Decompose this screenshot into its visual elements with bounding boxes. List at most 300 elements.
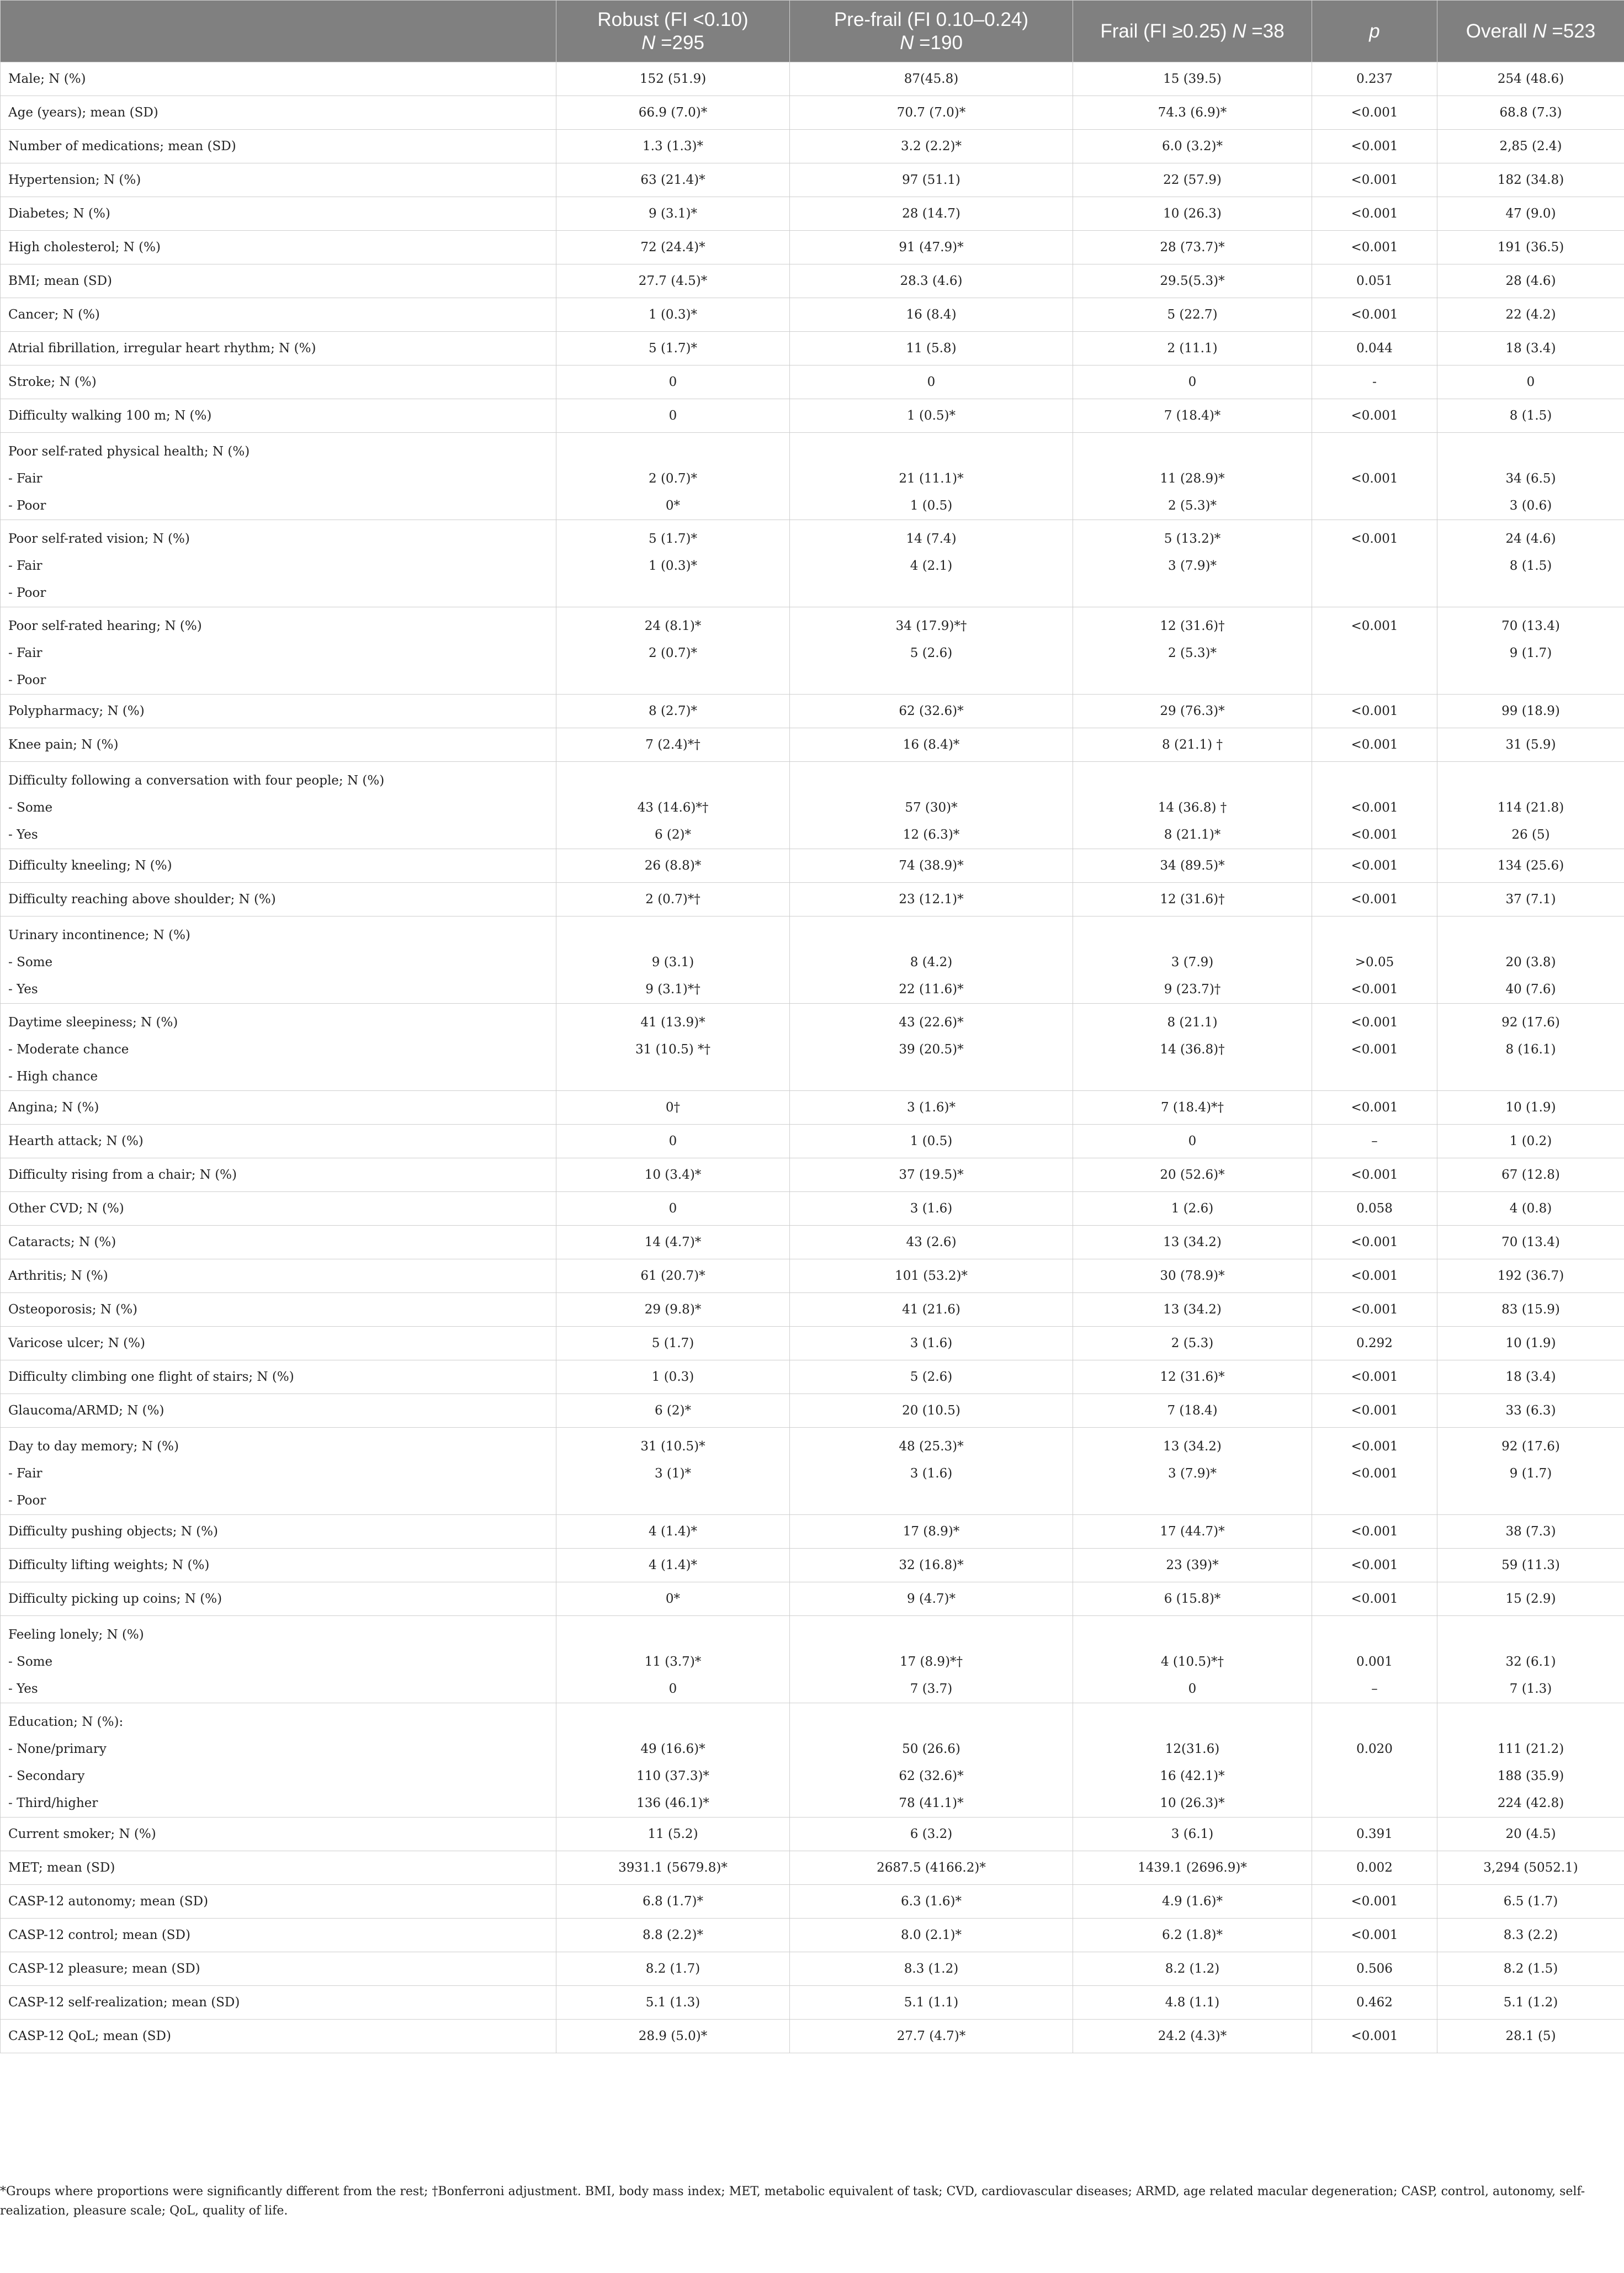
table-row xyxy=(1,762,1624,849)
cell-p-value: <0.001 xyxy=(1312,1158,1437,1192)
cell-overall: 254 (48.6) xyxy=(1437,62,1624,96)
row-sublabel: - Fair xyxy=(8,471,43,486)
cell-line: 49 (16.6)* xyxy=(640,1742,705,1756)
table-row xyxy=(1,1394,1624,1428)
cell-line: 12 (6.3)* xyxy=(903,828,960,842)
cell-prefrail: 9 (4.7)* xyxy=(790,1582,1073,1616)
table-row xyxy=(1,1259,1624,1293)
cell-frail: 1 (2.6) xyxy=(1073,1192,1312,1226)
table-row xyxy=(1,1703,1624,1818)
cell-frail: 34 (89.5)* xyxy=(1073,849,1312,883)
cell-line: 110 (37.3)* xyxy=(636,1769,709,1783)
table-row xyxy=(1,1327,1624,1360)
cell-overall: 192 (36.7) xyxy=(1437,1259,1624,1293)
cell-overall xyxy=(1437,762,1624,849)
cell-line: <0.001 xyxy=(1351,1015,1398,1030)
cell-variable: Male; N (%) xyxy=(1,62,556,96)
cell-frail: 29 (76.3)* xyxy=(1073,695,1312,728)
cell-line: 11 (3.7)* xyxy=(644,1655,702,1669)
cell-frail: 22 (57.9) xyxy=(1073,163,1312,197)
cell-p-value xyxy=(1312,1428,1437,1515)
cell-overall: 191 (36.5) xyxy=(1437,231,1624,264)
cell-prefrail: 23 (12.1)* xyxy=(790,883,1073,916)
table-row xyxy=(1,607,1624,695)
cell-line: 4 (2.1) xyxy=(910,559,953,573)
cell-line: 0* xyxy=(665,499,681,513)
row-label: Day to day memory; N (%) xyxy=(8,1439,179,1454)
cell-line: 188 (35.9) xyxy=(1497,1769,1564,1783)
cell-variable: Osteoporosis; N (%) xyxy=(1,1293,556,1327)
cell-p-value: 0.237 xyxy=(1312,62,1437,96)
cell-p-value: <0.001 xyxy=(1312,298,1437,332)
cell-line: 12(31.6) xyxy=(1165,1742,1220,1756)
cell-line: 92 (17.6) xyxy=(1501,1015,1560,1030)
cell-variable: Difficulty walking 100 m; N (%) xyxy=(1,399,556,433)
row-label: Poor self-rated vision; N (%) xyxy=(8,532,190,546)
row-sublabel: - Poor xyxy=(8,499,46,513)
cell-variable: Glaucoma/ARMD; N (%) xyxy=(1,1394,556,1428)
table-row xyxy=(1,849,1624,883)
cell-p-value: 0.391 xyxy=(1312,1818,1437,1851)
cell-line: 9 (1.7) xyxy=(1509,1466,1552,1481)
cell-p-value: <0.001 xyxy=(1312,1885,1437,1919)
cell-prefrail: 101 (53.2)* xyxy=(790,1259,1073,1293)
cell-p-value: <0.001 xyxy=(1312,1919,1437,1952)
cell-prefrail: 1 (0.5)* xyxy=(790,399,1073,433)
cell-line: 3 (1.6) xyxy=(910,1466,953,1481)
cell-overall: 10 (1.9) xyxy=(1437,1091,1624,1125)
cell-prefrail: 37 (19.5)* xyxy=(790,1158,1073,1192)
cell-line xyxy=(564,1063,782,1090)
cell-variable: Difficulty lifting weights; N (%) xyxy=(1,1549,556,1582)
cell-line: 3 (7.9) xyxy=(1171,955,1214,969)
cell-variable: CASP-12 autonomy; mean (SD) xyxy=(1,1885,556,1919)
cell-robust xyxy=(556,520,790,607)
cell-line xyxy=(564,580,782,607)
cell-line: 224 (42.8) xyxy=(1497,1796,1564,1810)
cell-frail: 28 (73.7)* xyxy=(1073,231,1312,264)
cell-line xyxy=(1320,1790,1429,1817)
cell-line xyxy=(1320,922,1429,949)
row-label: Education; N (%): xyxy=(8,1715,124,1729)
cell-line: >0.05 xyxy=(1355,955,1394,969)
cell-p-value xyxy=(1312,607,1437,695)
table-row xyxy=(1,1428,1624,1515)
cell-line: 92 (17.6) xyxy=(1501,1439,1560,1454)
cell-prefrail: 3 (1.6)* xyxy=(790,1091,1073,1125)
cell-frail xyxy=(1073,762,1312,849)
cell-line: 40 (7.6) xyxy=(1505,982,1556,997)
table-row xyxy=(1,1091,1624,1125)
cell-prefrail: 3 (1.6) xyxy=(790,1192,1073,1226)
table-row xyxy=(1,399,1624,433)
cell-line xyxy=(564,1709,782,1736)
cell-frail: 7 (18.4)*† xyxy=(1073,1091,1312,1125)
cell-p-value: – xyxy=(1312,1125,1437,1158)
table-row xyxy=(1,1192,1624,1226)
cell-prefrail: 43 (2.6) xyxy=(790,1226,1073,1259)
cell-line xyxy=(1445,580,1616,607)
cell-overall: 2,85 (2.4) xyxy=(1437,130,1624,163)
cell-variable: Atrial fibrillation, irregular heart rhythm; N (%) xyxy=(1,332,556,365)
cell-robust: 8.8 (2.2)* xyxy=(556,1919,790,1952)
cell-p-value: <0.001 xyxy=(1312,883,1437,916)
cell-line xyxy=(1320,1763,1429,1790)
cell-line: <0.001 xyxy=(1351,982,1398,997)
cell-robust: 8 (2.7)* xyxy=(556,695,790,728)
cell-line xyxy=(798,922,1065,949)
cell-prefrail: 6.3 (1.6)* xyxy=(790,1885,1073,1919)
cell-line xyxy=(1445,1487,1616,1514)
cell-variable: Difficulty reaching above shoulder; N (%) xyxy=(1,883,556,916)
cell-p-value: <0.001 xyxy=(1312,197,1437,231)
cell-variable xyxy=(1,1616,556,1703)
cell-line: 0.001 xyxy=(1356,1655,1393,1669)
cell-line xyxy=(1081,580,1304,607)
cell-variable: Knee pain; N (%) xyxy=(1,728,556,762)
cell-robust: 6 (2)* xyxy=(556,1394,790,1428)
cell-overall: 47 (9.0) xyxy=(1437,197,1624,231)
cell-line xyxy=(798,580,1065,607)
cell-line: 48 (25.3)* xyxy=(899,1439,964,1454)
cell-line xyxy=(564,438,782,465)
cell-line: 2 (5.3)* xyxy=(1168,646,1217,660)
table-row xyxy=(1,433,1624,520)
cell-variable: Difficulty rising from a chair; N (%) xyxy=(1,1158,556,1192)
cell-overall xyxy=(1437,1616,1624,1703)
cell-line xyxy=(1081,667,1304,694)
cell-p-value xyxy=(1312,433,1437,520)
table-row xyxy=(1,332,1624,365)
cell-line: <0.001 xyxy=(1351,1042,1398,1057)
table-row xyxy=(1,1515,1624,1549)
cell-line: 24 (4.6) xyxy=(1505,532,1556,546)
cell-overall: 8.3 (2.2) xyxy=(1437,1919,1624,1952)
cell-line: 0.020 xyxy=(1356,1742,1393,1756)
header-prefrail: Pre-frail (FI 0.10–0.24) N =190 xyxy=(790,1,1073,62)
table-row xyxy=(1,130,1624,163)
cell-overall: 28.1 (5) xyxy=(1437,2020,1624,2053)
cell-robust: 28.9 (5.0)* xyxy=(556,2020,790,2053)
cell-line: 34 (6.5) xyxy=(1505,471,1556,486)
cell-prefrail xyxy=(790,1428,1073,1515)
table-row xyxy=(1,1919,1624,1952)
cell-variable: CASP-12 QoL; mean (SD) xyxy=(1,2020,556,2053)
cell-robust: 7 (2.4)*† xyxy=(556,728,790,762)
cell-frail: 74.3 (6.9)* xyxy=(1073,96,1312,130)
cell-robust: 66.9 (7.0)* xyxy=(556,96,790,130)
cell-line: 2 (0.7)* xyxy=(649,471,697,486)
cell-overall: 0 xyxy=(1437,365,1624,399)
row-sublabel: - Yes xyxy=(8,982,38,997)
cell-line: <0.001 xyxy=(1351,801,1398,815)
cell-line: <0.001 xyxy=(1351,471,1398,486)
cell-robust: 5 (1.7)* xyxy=(556,332,790,365)
cell-frail xyxy=(1073,607,1312,695)
cell-variable: Stroke; N (%) xyxy=(1,365,556,399)
row-sublabel: - Secondary xyxy=(8,1769,85,1783)
cell-frail: 23 (39)* xyxy=(1073,1549,1312,1582)
cell-frail: 13 (34.2) xyxy=(1073,1293,1312,1327)
table-footnote: *Groups where proportions were significantly different from the rest; †Bonferroni adjustment. BMI, body mass index; MET, metabolic equivalent of task; CVD, cardiovascular diseases; ARMD, age related macular degeneration; CASP, control, autonomy, self-realization, pleasure scale; QoL, quality of life. xyxy=(0,2185,1585,2218)
cell-line: 8 (1.5) xyxy=(1509,559,1552,573)
table-row xyxy=(1,1986,1624,2020)
cell-variable: Difficulty pushing objects; N (%) xyxy=(1,1515,556,1549)
cell-robust xyxy=(556,607,790,695)
cell-overall: 31 (5.9) xyxy=(1437,728,1624,762)
cell-overall xyxy=(1437,433,1624,520)
cell-variable: Diabetes; N (%) xyxy=(1,197,556,231)
cell-prefrail: 8.0 (2.1)* xyxy=(790,1919,1073,1952)
table-row xyxy=(1,1616,1624,1703)
cell-line xyxy=(1320,1487,1429,1514)
cell-line: 8 (21.1) xyxy=(1167,1015,1218,1030)
cell-line: 3 (7.9)* xyxy=(1168,1466,1217,1481)
row-label: Poor self-rated hearing; N (%) xyxy=(8,619,202,633)
cell-line: 20 (3.8) xyxy=(1505,955,1556,969)
cell-line xyxy=(564,1622,782,1649)
cell-line xyxy=(1081,1622,1304,1649)
cell-prefrail xyxy=(790,433,1073,520)
cell-variable: Cataracts; N (%) xyxy=(1,1226,556,1259)
cell-p-value xyxy=(1312,762,1437,849)
cell-line: 3 (7.9)* xyxy=(1168,559,1217,573)
cell-p-value xyxy=(1312,1616,1437,1703)
cell-variable: CASP-12 pleasure; mean (SD) xyxy=(1,1952,556,1986)
cell-line xyxy=(798,1709,1065,1736)
cell-prefrail: 5.1 (1.1) xyxy=(790,1986,1073,2020)
cell-p-value: <0.001 xyxy=(1312,1515,1437,1549)
cell-p-value: 0.292 xyxy=(1312,1327,1437,1360)
cell-line: 24 (8.1)* xyxy=(644,619,702,633)
cell-variable xyxy=(1,1004,556,1091)
cell-p-value: <0.001 xyxy=(1312,2020,1437,2053)
cell-line: 34 (17.9)*† xyxy=(895,619,967,633)
cell-variable: Other CVD; N (%) xyxy=(1,1192,556,1226)
cell-variable: Number of medications; mean (SD) xyxy=(1,130,556,163)
cell-prefrail: 6 (3.2) xyxy=(790,1818,1073,1851)
cell-line: 9 (3.1)*† xyxy=(645,982,700,997)
cell-variable: High cholesterol; N (%) xyxy=(1,231,556,264)
cell-frail: 1439.1 (2696.9)* xyxy=(1073,1851,1312,1885)
cell-line xyxy=(1320,438,1429,465)
cell-line: <0.001 xyxy=(1351,828,1398,842)
cell-frail: 8.2 (1.2) xyxy=(1073,1952,1312,1986)
cell-line: 8 (21.1)* xyxy=(1164,828,1221,842)
cell-p-value: 0.051 xyxy=(1312,264,1437,298)
table-row xyxy=(1,1549,1624,1582)
cell-line xyxy=(1320,1063,1429,1090)
table-row xyxy=(1,1360,1624,1394)
table-row xyxy=(1,231,1624,264)
table-row xyxy=(1,916,1624,1004)
cell-p-value: 0.506 xyxy=(1312,1952,1437,1986)
cell-line: 13 (34.2) xyxy=(1163,1439,1222,1454)
cell-overall: 83 (15.9) xyxy=(1437,1293,1624,1327)
cell-robust xyxy=(556,762,790,849)
cell-variable xyxy=(1,433,556,520)
cell-overall xyxy=(1437,520,1624,607)
cell-variable: Difficulty picking up coins; N (%) xyxy=(1,1582,556,1616)
row-sublabel: - Poor xyxy=(8,1493,46,1508)
cell-line: 22 (11.6)* xyxy=(899,982,964,997)
cell-line: 78 (41.1)* xyxy=(899,1796,964,1810)
cell-overall: 134 (25.6) xyxy=(1437,849,1624,883)
cell-overall: 5.1 (1.2) xyxy=(1437,1986,1624,2020)
cell-p-value: <0.001 xyxy=(1312,96,1437,130)
cell-prefrail: 87(45.8) xyxy=(790,62,1073,96)
cell-prefrail: 16 (8.4) xyxy=(790,298,1073,332)
cell-variable: CASP-12 self-realization; mean (SD) xyxy=(1,1986,556,2020)
cell-variable xyxy=(1,762,556,849)
cell-variable: BMI; mean (SD) xyxy=(1,264,556,298)
cell-p-value: <0.001 xyxy=(1312,728,1437,762)
cell-robust xyxy=(556,1616,790,1703)
cell-line: – xyxy=(1371,1682,1378,1696)
cell-robust: 26 (8.8)* xyxy=(556,849,790,883)
cell-line xyxy=(1320,640,1429,667)
cell-robust: 8.2 (1.7) xyxy=(556,1952,790,1986)
table-row xyxy=(1,1226,1624,1259)
cell-robust: 61 (20.7)* xyxy=(556,1259,790,1293)
cell-prefrail: 20 (10.5) xyxy=(790,1394,1073,1428)
cell-frail: 4.8 (1.1) xyxy=(1073,1986,1312,2020)
cell-frail xyxy=(1073,916,1312,1004)
table-body xyxy=(1,62,1624,2053)
cell-p-value: <0.001 xyxy=(1312,1293,1437,1327)
cell-line: 32 (6.1) xyxy=(1505,1655,1556,1669)
table-row xyxy=(1,1158,1624,1192)
cell-line: 10 (26.3)* xyxy=(1160,1796,1225,1810)
row-label: Feeling lonely; N (%) xyxy=(8,1628,144,1642)
cell-overall: 8 (1.5) xyxy=(1437,399,1624,433)
cell-overall: 99 (18.9) xyxy=(1437,695,1624,728)
cell-frail: 0 xyxy=(1073,1125,1312,1158)
cell-line: 0 xyxy=(668,1682,677,1696)
cell-p-value: <0.001 xyxy=(1312,163,1437,197)
cell-line: 26 (5) xyxy=(1511,828,1550,842)
cell-prefrail: 3.2 (2.2)* xyxy=(790,130,1073,163)
cell-line: 14 (7.4) xyxy=(906,532,957,546)
cell-variable xyxy=(1,1703,556,1818)
cell-line xyxy=(1320,767,1429,794)
cell-overall: 18 (3.4) xyxy=(1437,332,1624,365)
cell-p-value: - xyxy=(1312,365,1437,399)
cell-p-value: <0.001 xyxy=(1312,695,1437,728)
cell-line: 12 (31.6)† xyxy=(1160,619,1225,633)
row-sublabel: - Fair xyxy=(8,1466,43,1481)
cell-line: 17 (8.9)*† xyxy=(899,1655,963,1669)
table-row xyxy=(1,163,1624,197)
cell-p-value: <0.001 xyxy=(1312,1549,1437,1582)
cell-overall: 67 (12.8) xyxy=(1437,1158,1624,1192)
cell-line: 62 (32.6)* xyxy=(899,1769,964,1783)
cell-p-value: 0.462 xyxy=(1312,1986,1437,2020)
cell-line xyxy=(564,667,782,694)
cell-frail: 17 (44.7)* xyxy=(1073,1515,1312,1549)
cell-overall: 38 (7.3) xyxy=(1437,1515,1624,1549)
cell-prefrail xyxy=(790,762,1073,849)
cell-frail: 5 (22.7) xyxy=(1073,298,1312,332)
table-row xyxy=(1,883,1624,916)
cell-robust: 3931.1 (5679.8)* xyxy=(556,1851,790,1885)
cell-p-value: 0.044 xyxy=(1312,332,1437,365)
cell-line xyxy=(1320,1622,1429,1649)
cell-overall: 37 (7.1) xyxy=(1437,883,1624,916)
cell-line: 57 (30)* xyxy=(905,801,958,815)
cell-line xyxy=(1445,438,1616,465)
cell-prefrail: 17 (8.9)* xyxy=(790,1515,1073,1549)
cell-line xyxy=(1320,492,1429,520)
cell-robust: 14 (4.7)* xyxy=(556,1226,790,1259)
row-sublabel: - Third/higher xyxy=(8,1796,98,1810)
header-overall: Overall N =523 xyxy=(1437,1,1624,62)
cell-line: 1 (0.3)* xyxy=(649,559,697,573)
cell-line: 6 (2)* xyxy=(654,828,692,842)
cell-frail xyxy=(1073,1616,1312,1703)
cell-line xyxy=(1081,1063,1304,1090)
cell-p-value: 0.058 xyxy=(1312,1192,1437,1226)
table-row xyxy=(1,695,1624,728)
cell-line xyxy=(1445,1063,1616,1090)
cell-prefrail: 8.3 (1.2) xyxy=(790,1952,1073,1986)
cell-overall: 70 (13.4) xyxy=(1437,1226,1624,1259)
table-row xyxy=(1,264,1624,298)
cell-robust: 11 (5.2) xyxy=(556,1818,790,1851)
cell-overall xyxy=(1437,1428,1624,1515)
header-robust: Robust (FI <0.10) N =295 xyxy=(556,1,790,62)
cell-prefrail: 27.7 (4.7)* xyxy=(790,2020,1073,2053)
cell-line: 8 (4.2) xyxy=(910,955,953,969)
cell-prefrail: 41 (21.6) xyxy=(790,1293,1073,1327)
cell-line: 31 (10.5) *† xyxy=(635,1042,711,1057)
table-row xyxy=(1,1004,1624,1091)
cell-line xyxy=(1445,1622,1616,1649)
table-row xyxy=(1,365,1624,399)
cell-robust: 27.7 (4.5)* xyxy=(556,264,790,298)
cell-line: 39 (20.5)* xyxy=(899,1042,964,1057)
cell-p-value: <0.001 xyxy=(1312,1582,1437,1616)
cell-line: 5 (13.2)* xyxy=(1164,532,1221,546)
cell-frail: 2 (5.3) xyxy=(1073,1327,1312,1360)
cell-robust: 1 (0.3)* xyxy=(556,298,790,332)
row-sublabel: - Some xyxy=(8,801,53,815)
cell-p-value: <0.001 xyxy=(1312,1226,1437,1259)
cell-prefrail: 32 (16.8)* xyxy=(790,1549,1073,1582)
cell-robust: 152 (51.9) xyxy=(556,62,790,96)
cell-robust xyxy=(556,1428,790,1515)
cell-prefrail: 11 (5.8) xyxy=(790,332,1073,365)
header-variable xyxy=(1,1,556,62)
table-row xyxy=(1,298,1624,332)
cell-line: 5 (1.7)* xyxy=(649,532,697,546)
cell-variable xyxy=(1,916,556,1004)
cell-variable xyxy=(1,520,556,607)
cell-overall: 4 (0.8) xyxy=(1437,1192,1624,1226)
cell-line: 43 (14.6)*† xyxy=(637,801,709,815)
cell-p-value: <0.001 xyxy=(1312,1394,1437,1428)
cell-line: 2 (0.7)* xyxy=(649,646,697,660)
cell-line xyxy=(798,1063,1065,1090)
cell-line xyxy=(564,1487,782,1514)
cell-prefrail xyxy=(790,1616,1073,1703)
cell-line: <0.001 xyxy=(1351,1439,1398,1454)
cell-overall xyxy=(1437,1004,1624,1091)
cell-line xyxy=(1445,1709,1616,1736)
cell-robust: 5.1 (1.3) xyxy=(556,1986,790,2020)
cell-line xyxy=(1320,580,1429,607)
cell-p-value xyxy=(1312,1703,1437,1818)
